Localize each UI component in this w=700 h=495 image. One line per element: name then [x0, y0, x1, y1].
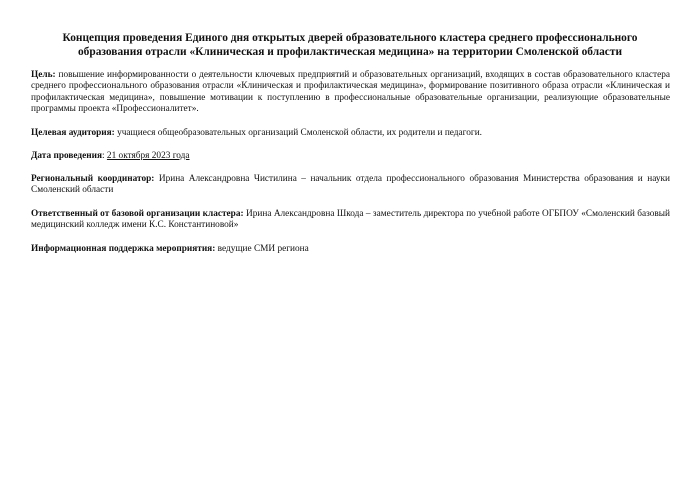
coordinator-paragraph: [31, 174, 670, 197]
responsible-paragraph: [31, 209, 670, 232]
responsible-text: Ирина Александровна Шкода – заместитель директора по учебной работе ОГБПОУ «Смоленский базовый медицинский колледж имени К.С. Константиновой»: [31, 209, 670, 231]
document-title: Концепция проведения Единого дня открытых дверей образовательного кластера среднего профессионального образования отрасли «Клиническая и профилактическая медицина» на территории Смоленской области: [62, 32, 638, 58]
date-label: Дата проведения: [31, 151, 102, 161]
goal-paragraph: [31, 70, 670, 116]
info-support-text: ведущие СМИ региона: [217, 244, 309, 254]
date-value: 21 октября 2023 года: [106, 151, 190, 161]
audience-label: Целевая аудитория:: [31, 128, 115, 138]
goal-label: Цель:: [31, 70, 56, 80]
date-paragraph: [31, 151, 670, 162]
info-support-label: Информационная поддержка мероприятия:: [31, 244, 216, 254]
responsible-label: Ответственный от базовой организации кластера:: [31, 209, 244, 219]
date-separator: :: [102, 151, 105, 161]
goal-text: повышение информированности о деятельности ключевых предприятий и образовательных организаций, входящих в состав образовательного кластера среднего профессионального образования отрасли «Клиническая и профилактическая медицина», формирование позитивного образа отрасли «Клиническая и профилактическая медицина», повышение мотивации к поступлению в профессиональные образовательные организации, реализующие образовательные программы проекта «Профессионалитет».: [31, 70, 671, 115]
coordinator-text: Ирина Александровна Чистилина – начальник отдела профессионального образования Министерства образования и науки Смоленский области: [31, 174, 670, 196]
audience-text: учащиеся общеобразовательных организаций Смоленской области, их родители и педагоги.: [117, 128, 482, 138]
coordinator-label: Региональный координатор:: [31, 174, 155, 184]
info-support-paragraph: [31, 244, 670, 255]
audience-paragraph: [31, 128, 670, 139]
